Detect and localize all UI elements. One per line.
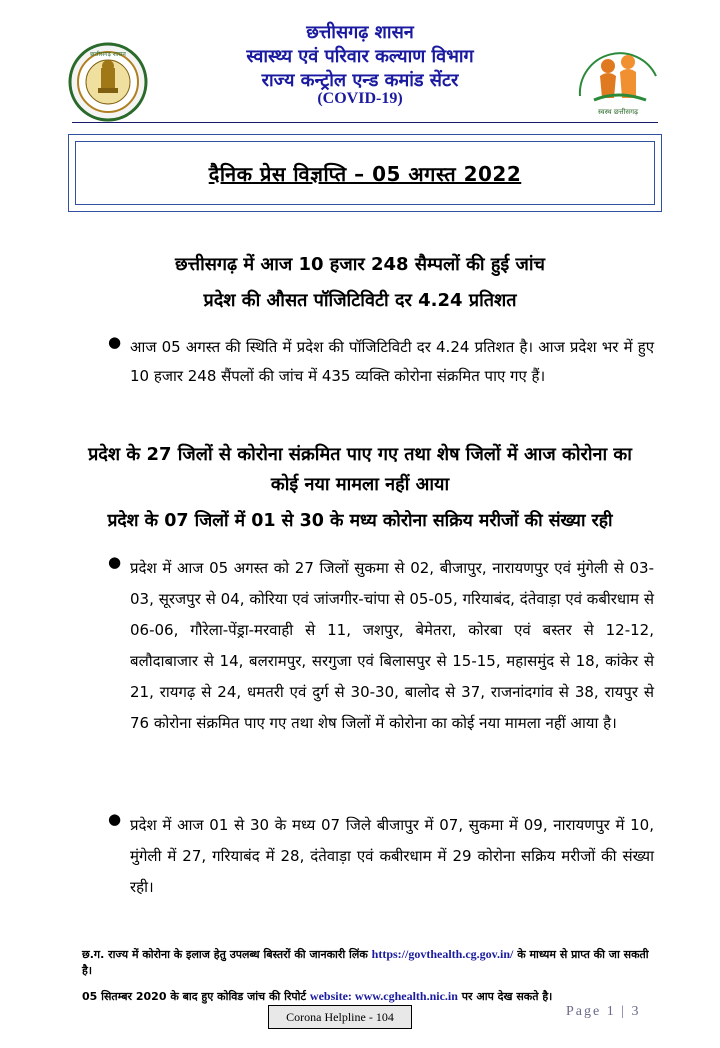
bullet-icon: ● — [108, 553, 122, 571]
footer-bed-info-suffix: के माध्यम से प्राप्त की जा सकती है। — [82, 948, 649, 977]
bullet-district-cases-text: प्रदेश में आज 05 अगस्त को 27 जिलों सुकमा से 02, बीजापुर, नारायणपुर एवं मुंगेली से 03-03, सूरजपुर से 04, कोरिया एवं जांजगीर-चांपा से 05-05, गरियाबंद, दंतेवाड़ा एवं कबीरधाम से 06-06, गौरेला-पेंड्रा-मरवाही से 11, जशपुर, बेमेतरा, कोरबा एवं बस्तर से 12-12, बलौदाबाजार से 14, बलरामपुर, सरगुजा एवं बिलासपुर से 15-15, महासमुंद से 18, कांकेर से 21, रायगढ़ से 24, धमतरी एवं दुर्ग से 30-30, बालोद से 37, राजनांदगांव से 38, रायपुर से 76 कोरोना संक्रमित पाए गए तथा शेष जिलों में कोरोना का कोई नया मामला नहीं आया है। — [130, 559, 654, 732]
section-heading-districts: प्रदेश के 27 जिलों से कोरोना संक्रमित पाए गए तथा शेष जिलों में आज कोरोना का कोई नया मामला नहीं आया — [88, 444, 632, 495]
headline-samples: छत्तीसगढ़ में आज 10 हजार 248 सैम्पलों की हुई जांच — [175, 254, 545, 275]
bullet-icon: ● — [108, 810, 122, 828]
cghealth-website-link[interactable]: website: www.cghealth.nic.in — [309, 989, 458, 1003]
corona-helpline-box: Corona Helpline - 104 — [268, 1005, 412, 1029]
svg-text:छत्तीसगढ़ शासन: छत्तीसगढ़ शासन — [90, 51, 126, 58]
bullet-active-cases-text: प्रदेश में आज 01 से 30 के मध्य 07 जिले बीजापुर में 07, सुकमा में 09, नारायणपुर में 10, मुंगेली में 27, गरियाबंद में 28, दंतेवाड़ा एवं कबीरधाम में 29 कोरोना सक्रिय मरीजों की संख्या रही। — [130, 816, 654, 896]
bullet-positivity-text: आज 05 अगस्त की स्थिति में प्रदेश की पॉजिटिविटी दर 4.24 प्रतिशत है। आज प्रदेश भर में हुए 10 हजार 248 सैंपलों की जांच में 435 व्यक्ति कोरोना संक्रमित पाए गए हैं। — [130, 338, 654, 385]
section-heading-active: प्रदेश के 07 जिलों में 01 से 30 के मध्य कोरोना सक्रिय मरीजों की संख्या रही — [107, 511, 613, 531]
header-government: छत्तीसगढ़ शासन — [306, 22, 414, 43]
svg-text:स्वस्थ छत्तीसगढ़: स्वस्थ छत्तीसगढ़ — [597, 108, 639, 116]
header-covid: (COVID-19) — [317, 90, 403, 107]
footer-report-text: 05 सितम्बर 2020 के बाद हुए कोविड जांच की रिपोर्ट — [82, 990, 307, 1003]
header-department: स्वास्थ्य एवं परिवार कल्याण विभाग — [246, 46, 474, 67]
header-control-center: राज्य कन्ट्रोल एन्ड कमांड सेंटर — [261, 70, 459, 91]
bullet-icon: ● — [108, 333, 122, 351]
footer-report-suffix: पर आप देख सकते है। — [461, 990, 553, 1003]
footer-bed-info-text: छ.ग. राज्य में कोरोना के इलाज हेतु उपलब्ध बिस्तरों की जानकारी लिंक — [82, 948, 368, 961]
footer-bed-info — [82, 946, 662, 979]
page-number: Page 1 | 3 — [566, 1004, 641, 1019]
footer-report-info — [82, 988, 662, 1005]
headline-positivity: प्रदेश की औसत पॉजिटिविटी दर 4.24 प्रतिशत — [203, 290, 517, 311]
press-release-title-box — [68, 134, 662, 212]
header-divider — [72, 122, 658, 123]
press-release-title: दैनिक प्रेस विज्ञप्ति – 05 अगस्त 2022 — [208, 161, 522, 186]
govthealth-link[interactable]: https://govthealth.cg.gov.in/ — [371, 947, 514, 961]
